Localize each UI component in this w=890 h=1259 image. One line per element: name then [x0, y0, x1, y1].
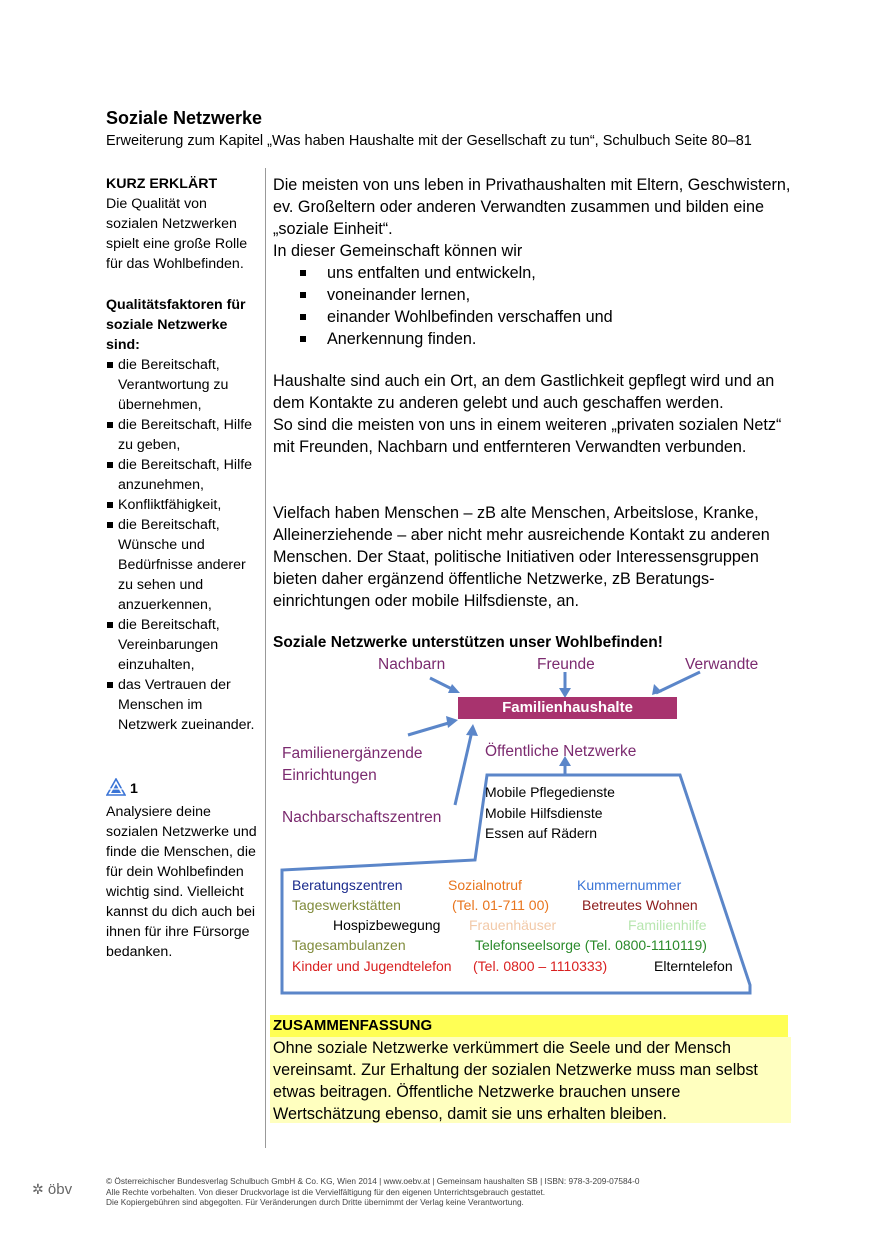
svc-tagesambulanzen: Tagesambulanzen	[292, 937, 406, 953]
svc-elterntelefon: Elterntelefon	[654, 958, 733, 974]
kurz-text: Die Qualität von sozialen Netzwerken spielt eine große Rolle für das Wohlbefinden.	[106, 196, 248, 272]
svc-frauenhaeuser: Frauenhäuser	[469, 917, 557, 933]
paragraph-text: Haushalte sind auch ein Ort, an dem Gastlichkeit gepflegt wird und an dem Kontakte zu anderen gelebt und auch geschaffen werden.	[273, 372, 775, 412]
list-item: Anerkennung finden.	[300, 328, 793, 350]
summary-text: Ohne soziale Netzwerke verkümmert die Seele und der Mensch vereinsamt. Zur Erhaltung der sozialen Netzwerke muss man selbst etwas beitragen. Öffentliche Netzwerke brauchen unsere Wertschätzung ebenso, damit sie uns erhalten bleiben.	[270, 1037, 791, 1123]
list-item: Essen auf Rädern	[485, 825, 598, 841]
list-item: Konfliktfähigkeit,	[106, 495, 261, 515]
label-line: Familienergänzende	[282, 745, 423, 762]
label-oeffentliche-netzwerke: Öffentliche Netzwerke	[485, 743, 637, 760]
svc-familienhilfe: Familienhilfe	[628, 917, 707, 933]
factors-heading: Qualitätsfaktoren für soziale Netzwerke sind:	[106, 297, 246, 353]
label-nachbarn: Nachbarn	[378, 656, 446, 673]
list-item: Mobile Pflegedienste	[485, 784, 615, 800]
mobile-services	[485, 782, 615, 844]
svc-beratungszentren: Beratungszentren	[292, 877, 403, 893]
svc-betreutes-wohnen: Betreutes Wohnen	[582, 897, 698, 913]
paragraph-text: Vielfach haben Menschen – zB alte Menschen, Arbeitslose, Kranke, Alleinerziehende – aber nicht mehr ausreichende Kontakt zu anderen Menschen. Der Staat, politische Initiativen oder Interessensgruppen bieten daher ergänzend öffentliche Netzwerke, zB Beratungs-einrichtungen oder mobile Hilfsdienste, an.	[273, 504, 770, 610]
footer-line: © Österreichischer Bundesverlag Schulbuch GmbH & Co. KG, Wien 2014 | www.oebv.at | Gemeinsam haushalten SB | ISBN: 978-3-209-07584-0	[106, 1176, 640, 1186]
footer-line: Alle Rechte vorbehalten. Von dieser Druckvorlage ist die Vervielfältigung für den eigenen Unterrichtsgebrauch gestattet.	[106, 1186, 546, 1197]
page-title: Soziale Netzwerke	[106, 108, 263, 128]
task-text: Analysiere deine sozialen Netzwerke und finde die Menschen, die für dein Wohlbefinden wichtig sind. Vielleicht kannst du dich auch bei ihnen für ihre Fürsorge bedanken.	[106, 804, 257, 960]
label-nachbarschaftszentren: Nachbarschaftszentren	[282, 809, 442, 826]
arrow-verwandte	[656, 672, 700, 693]
list-item: die Bereitschaft, Wünsche und Bedürfnisse anderer zu sehen und anzuerkennen,	[106, 515, 261, 615]
label-familienergaenzende	[282, 743, 422, 787]
paragraph-text: So sind die meisten von uns in einem weiteren „privaten sozialen Netz“ mit Freunden, Nachbarn und entfernteren Verwandten verbunden.	[273, 416, 782, 456]
footer-line: Die Kopiergebühren sind abgegolten. Für Veränderungen durch Dritte übernimmt der Verlag keine Verantwortung.	[106, 1197, 524, 1208]
logo-mark-icon: ✲	[32, 1181, 44, 1197]
list-item: die Bereitschaft, Vereinbarungen einzuhalten,	[106, 615, 261, 675]
publisher-logo	[32, 1181, 72, 1198]
intro-paragraph: Die meisten von uns leben in Privathaushalten mit Eltern, Geschwistern, ev. Großeltern oder anderen Verwandten zusammen und bilden eine „soziale Einheit“.	[273, 176, 791, 238]
list-item: die Bereitschaft, Hilfe anzunehmen,	[106, 455, 261, 495]
page-subtitle: Erweiterung zum Kapitel „Was haben Haushalte mit der Gesellschaft zu tun“, Schulbuch Seite 80–81	[106, 133, 752, 149]
list-item: uns entfalten und entwickeln,	[300, 262, 793, 284]
summary-heading: ZUSAMMENFASSUNG	[270, 1015, 788, 1037]
list-item: die Bereitschaft, Verantwortung zu übernehmen,	[106, 355, 261, 415]
svc-tageswerkstaetten: Tageswerkstätten	[292, 897, 401, 913]
arrow-familienergaenzende	[408, 722, 452, 735]
label-verwandte: Verwandte	[685, 656, 759, 673]
list-item: das Vertrauen der Menschen im Netzwerk zueinander.	[106, 675, 261, 735]
label-familienhaushalte: Familienhaushalte	[458, 697, 677, 719]
intro-lead: In dieser Gemeinschaft können wir	[273, 242, 523, 260]
logo-text: öbv	[47, 1181, 73, 1198]
svc-telefonseelsorge: Telefonseelsorge (Tel. 0800-1110119)	[475, 937, 707, 953]
svc-kummernummer: Kummernummer	[577, 877, 682, 893]
kurz-heading: KURZ ERKLÄRT	[106, 176, 218, 192]
svc-kinder-jugendtelefon: Kinder und Jugendtelefon	[292, 958, 452, 974]
diagram-heading: Soziale Netzwerke unterstützen unser Wohlbefinden!	[273, 634, 663, 651]
list-item: Mobile Hilfsdienste	[485, 804, 603, 821]
task-number: 1	[129, 781, 138, 797]
svc-tel-kinder: (Tel. 0800 – 1110333)	[473, 958, 608, 974]
list-item: die Bereitschaft, Hilfe zu geben,	[106, 415, 261, 455]
arrow-nachbarschaft	[455, 731, 472, 805]
footer	[106, 1176, 640, 1208]
svc-hospizbewegung: Hospizbewegung	[333, 917, 441, 933]
label-freunde: Freunde	[537, 656, 595, 673]
svc-tel-sozialnotruf: (Tel. 01-711 00)	[452, 897, 550, 913]
list-item: voneinander lernen,	[300, 284, 793, 306]
list-item: einander Wohlbefinden verschaffen und	[300, 306, 793, 328]
svc-sozialnotruf: Sozialnotruf	[448, 877, 522, 893]
label-line: Einrichtungen	[282, 767, 377, 784]
